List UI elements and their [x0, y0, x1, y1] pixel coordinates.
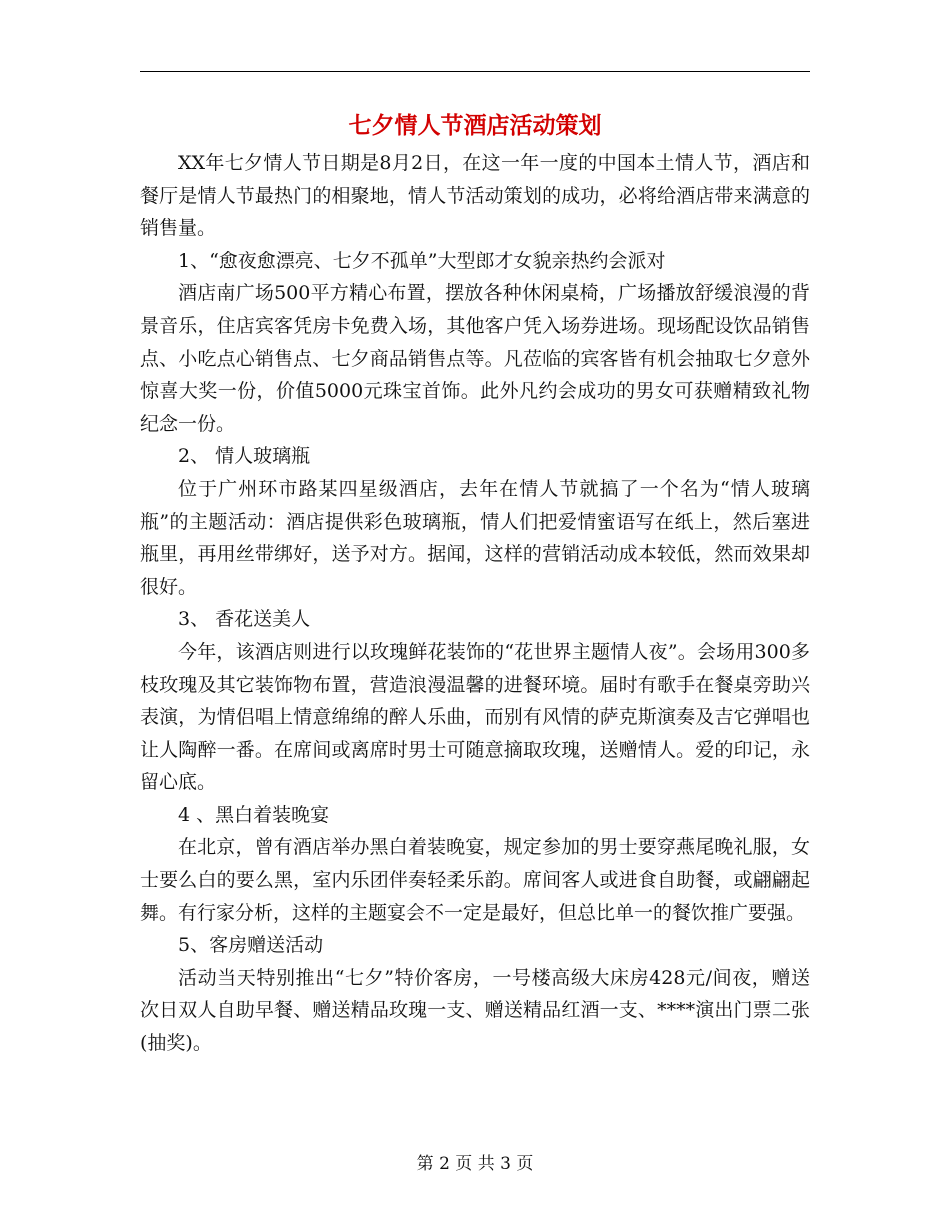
header-rule [140, 71, 810, 72]
section-heading-1: 1、“愈夜愈漂亮、七夕不孤单”大型郎才女貌亲热约会派对 [178, 249, 666, 272]
section-heading-4: 4 、黑白着装晚宴 [178, 803, 330, 826]
document-body [140, 147, 810, 1060]
section-paragraph-5: 活动当天特别推出“七夕”特价客房，一号楼高级大床房428元/间夜，赠送次日双人自助早餐、赠送精品玫瑰一支、赠送精品红酒一支、****演出门票二张(抽奖)。 [140, 966, 810, 1055]
section-paragraph-4: 在北京，曾有酒店举办黑白着装晚宴，规定参加的男士要穿燕尾晚礼服，女士要么白的要么黑，室内乐团伴奏轻柔乐韵。席间客人或进食自助餐，或翩翩起舞。有行家分析，这样的主题宴会不一定是最好，但总比单一的餐饮推广要强。 [140, 836, 810, 924]
document-title: 七夕情人节酒店活动策划 [348, 112, 602, 139]
intro-paragraph: XX年七夕情人节日期是8月2日，在这一年一度的中国本土情人节，酒店和餐厅是情人节最热门的相聚地，情人节活动策划的成功，必将给酒店带来满意的销售量。 [140, 152, 810, 240]
section-heading-2: 2、 情人玻璃瓶 [178, 445, 311, 468]
section-paragraph-2: 位于广州环市路某四星级酒店，去年在情人节就搞了一个名为“情人玻璃瓶”的主题活动：酒店提供彩色玻璃瓶，情人们把爱情蜜语写在纸上，然后塞进瓶里，再用丝带绑好，送予对方。据闻，这样的营销活动成本较低，然而效果却很好。 [140, 477, 810, 598]
section-paragraph-1: 酒店南广场500平方精心布置，摆放各种休闲桌椅，广场播放舒缓浪漫的背景音乐，住店宾客凭房卡免费入场，其他客户凭入场券进场。现场配设饮品销售点、小吃点心销售点、七夕商品销售点等。凡莅临的宾客皆有机会抽取七夕意外惊喜大奖一份，价值5000元珠宝首饰。此外凡约会成功的男女可获赠精致礼物纪念一份。 [140, 282, 810, 435]
page-number-footer: 第 2 页 共 3 页 [416, 1154, 534, 1174]
section-heading-5: 5、客房赠送活动 [178, 934, 324, 957]
section-heading-3: 3、 香花送美人 [178, 608, 311, 631]
section-paragraph-3: 今年，该酒店则进行以玫瑰鲜花装饰的“花世界主题情人夜”。会场用300多枝玫瑰及其它装饰物布置，营造浪漫温馨的进餐环境。届时有歌手在餐桌旁助兴表演，为情侣唱上情意绵绵的醉人乐曲，而别有风情的萨克斯演奏及吉它弹唱也让人陶醉一番。在席间或离席时男士可随意摘取玫瑰，送赠情人。爱的印记，永留心底。 [140, 640, 810, 794]
